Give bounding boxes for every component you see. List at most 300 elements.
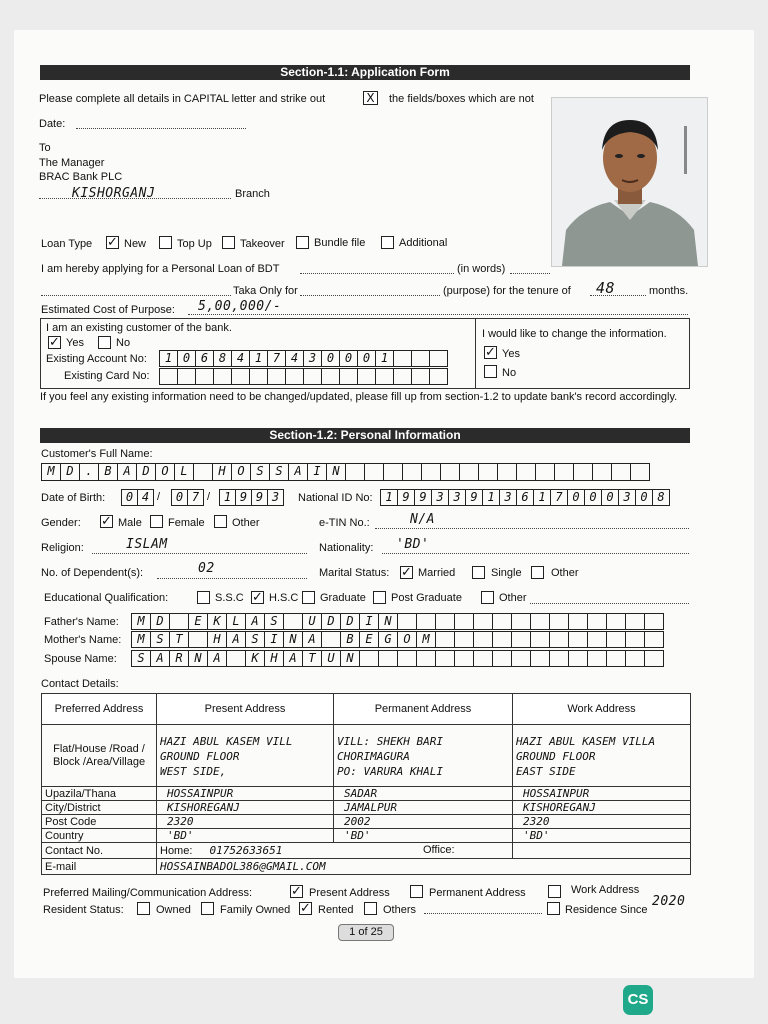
name-char-box[interactable]: I (307, 463, 327, 481)
loan-type-additional-label: Additional (399, 237, 448, 249)
father-char-box[interactable] (568, 613, 588, 630)
edu-ssc-checkbox[interactable] (197, 591, 210, 604)
name-char-box[interactable] (630, 463, 650, 481)
update-note: If you feel any existing information need to be changed/updated, please fill up from section-1.2 to update bank's record accordingly. (40, 391, 678, 403)
existing-account-boxes[interactable] (159, 350, 447, 367)
spouse-char-box[interactable]: S (131, 650, 151, 667)
present-country[interactable]: 'BD' (157, 829, 334, 843)
edu-postgrad-checkbox[interactable] (373, 591, 386, 604)
account-digit-box[interactable]: 1 (375, 350, 394, 367)
spouse-char-box[interactable] (397, 650, 417, 667)
father-char-box[interactable]: A (245, 613, 265, 630)
card-digit-box[interactable] (321, 368, 340, 385)
loan-type-takeover-label: Takeover (240, 238, 285, 250)
card-digit-box[interactable] (411, 368, 430, 385)
present-flat-line3: WEST SIDE, (160, 765, 227, 778)
mother-char-box[interactable]: S (245, 631, 265, 648)
father-char-box[interactable]: N (378, 613, 398, 630)
name-char-box[interactable]: A (117, 463, 137, 481)
loan-type-additional-checkbox[interactable] (381, 236, 394, 249)
marital-other-checkbox[interactable] (531, 566, 544, 579)
row-label: Upazila/Thana (42, 787, 157, 801)
full-name-boxes[interactable] (41, 463, 649, 481)
edu-other-field[interactable] (530, 603, 689, 604)
account-digit-box[interactable]: 0 (177, 350, 196, 367)
nid-digit-box[interactable]: 7 (550, 489, 568, 506)
portrait-image (552, 98, 707, 266)
mother-char-box[interactable] (492, 631, 512, 648)
mother-char-box[interactable]: I (264, 631, 284, 648)
mother-char-box[interactable] (644, 631, 664, 648)
mother-char-box[interactable]: B (340, 631, 360, 648)
permanent-upazila[interactable]: SADAR (334, 787, 513, 801)
work-flat-line1: HAZI ABUL KASEM VILLA (516, 735, 656, 748)
permanent-flat-cell[interactable] (334, 725, 513, 787)
name-char-box[interactable]: M (41, 463, 61, 481)
name-char-box[interactable]: D (136, 463, 156, 481)
name-char-box[interactable]: H (212, 463, 232, 481)
mother-char-box[interactable] (473, 631, 493, 648)
dob-digit-box[interactable]: 9 (235, 489, 252, 506)
mother-char-box[interactable] (188, 631, 208, 648)
card-digit-box[interactable] (249, 368, 268, 385)
spouse-char-box[interactable] (625, 650, 645, 667)
father-char-box[interactable] (606, 613, 626, 630)
father-char-box[interactable]: L (226, 613, 246, 630)
present-district[interactable]: KISHOREGANJ (157, 801, 334, 815)
present-flat-cell[interactable] (157, 725, 334, 787)
mother-char-box[interactable] (587, 631, 607, 648)
name-char-box[interactable] (364, 463, 384, 481)
name-char-box[interactable] (459, 463, 479, 481)
loan-type-label: Loan Type (41, 238, 93, 250)
loan-amount-field[interactable] (300, 273, 454, 274)
office-phone-cell[interactable] (513, 843, 691, 859)
edu-ssc-label: S.S.C (215, 592, 244, 604)
card-digit-box[interactable] (177, 368, 196, 385)
permanent-country[interactable]: 'BD' (334, 829, 513, 843)
father-name-boxes[interactable] (131, 613, 663, 630)
mother-char-box[interactable] (606, 631, 626, 648)
etin-field[interactable] (375, 528, 689, 529)
email-label: E-mail (42, 859, 157, 875)
resident-others-field[interactable] (424, 913, 542, 914)
present-postcode[interactable]: 2320 (157, 815, 334, 829)
spouse-char-box[interactable] (416, 650, 436, 667)
name-char-box[interactable]: O (231, 463, 251, 481)
mailing-present-checkbox[interactable] (290, 885, 303, 898)
name-char-box[interactable] (611, 463, 631, 481)
mailing-label: Preferred Mailing/Communication Address: (43, 887, 253, 899)
mother-char-box[interactable] (625, 631, 645, 648)
mother-char-box[interactable] (568, 631, 588, 648)
camscanner-logo: CS (623, 985, 653, 1015)
account-digit-box[interactable]: 1 (159, 350, 178, 367)
loan-type-bundle-checkbox[interactable] (296, 236, 309, 249)
card-digit-box[interactable] (357, 368, 376, 385)
nid-digit-box[interactable]: 1 (482, 489, 500, 506)
account-digit-box[interactable]: 1 (249, 350, 268, 367)
loan-type-new-checkbox[interactable] (106, 236, 119, 249)
mother-char-box[interactable]: A (302, 631, 322, 648)
account-digit-box[interactable]: 0 (321, 350, 340, 367)
spouse-char-box[interactable] (587, 650, 607, 667)
change-info-text: I would like to change the information. (482, 328, 667, 340)
mother-char-box[interactable]: M (416, 631, 436, 648)
name-char-box[interactable] (497, 463, 517, 481)
name-char-box[interactable]: L (174, 463, 194, 481)
loan-type-takeover-checkbox[interactable] (222, 236, 235, 249)
full-name-label: Customer's Full Name: (41, 448, 153, 460)
father-label: Father's Name: (44, 616, 119, 628)
father-char-box[interactable] (492, 613, 512, 630)
loan-type-topup-label: Top Up (177, 238, 212, 250)
mother-char-box[interactable]: T (169, 631, 189, 648)
mailing-work-checkbox[interactable] (548, 885, 561, 898)
spouse-name-boxes[interactable] (131, 650, 663, 667)
mother-char-box[interactable] (321, 631, 341, 648)
edu-other-label: Other (499, 592, 527, 604)
change-no-checkbox[interactable] (484, 365, 497, 378)
mailing-permanent-checkbox[interactable] (410, 885, 423, 898)
spouse-char-box[interactable]: N (188, 650, 208, 667)
instruction-text: Please complete all details in CAPITAL letter and strike out (39, 93, 326, 105)
name-char-box[interactable] (516, 463, 536, 481)
father-char-box[interactable] (530, 613, 550, 630)
gender-other-checkbox[interactable] (214, 515, 227, 528)
purpose-label: (purpose) for the tenure of (443, 285, 571, 297)
card-digit-box[interactable] (195, 368, 214, 385)
mother-char-box[interactable]: E (359, 631, 379, 648)
account-digit-box[interactable] (411, 350, 430, 367)
dependents-value: 02 (198, 561, 215, 576)
card-digit-box[interactable] (393, 368, 412, 385)
row-label: Post Code (42, 815, 157, 829)
dob-year-boxes[interactable] (219, 489, 283, 506)
existing-no-checkbox[interactable] (98, 336, 111, 349)
marital-single-checkbox[interactable] (472, 566, 485, 579)
to-text: To (39, 142, 51, 154)
name-char-box[interactable] (440, 463, 460, 481)
gender-label: Gender: (41, 517, 81, 529)
mother-char-box[interactable]: A (226, 631, 246, 648)
resident-others-checkbox[interactable] (364, 902, 377, 915)
permanent-district[interactable]: JAMALPUR (334, 801, 513, 815)
nid-digit-box[interactable]: 3 (618, 489, 636, 506)
existing-card-label: Existing Card No: (64, 370, 150, 382)
nid-digit-box[interactable]: 1 (533, 489, 551, 506)
name-char-box[interactable]: B (98, 463, 118, 481)
account-digit-box[interactable]: 8 (213, 350, 232, 367)
edu-graduate-checkbox[interactable] (302, 591, 315, 604)
mother-char-box[interactable]: O (397, 631, 417, 648)
header-work: Work Address (513, 694, 691, 725)
resident-rented-checkbox[interactable] (299, 902, 312, 915)
account-digit-box[interactable]: 0 (357, 350, 376, 367)
nid-digit-box[interactable]: 0 (635, 489, 653, 506)
dob-digit-box[interactable]: 0 (121, 489, 138, 506)
nationality-field[interactable] (382, 553, 689, 554)
mailing-work-label: Work Address (571, 884, 640, 896)
nid-digit-box[interactable]: 9 (465, 489, 483, 506)
name-char-box[interactable]: D (60, 463, 80, 481)
nid-digit-box[interactable]: 3 (431, 489, 449, 506)
father-char-box[interactable] (416, 613, 436, 630)
spouse-char-box[interactable] (473, 650, 493, 667)
father-char-box[interactable] (644, 613, 664, 630)
card-digit-box[interactable] (285, 368, 304, 385)
account-digit-box[interactable] (429, 350, 448, 367)
mother-char-box[interactable]: S (150, 631, 170, 648)
cost-label: Estimated Cost of Purpose: (41, 304, 175, 316)
spouse-char-box[interactable] (226, 650, 246, 667)
spouse-char-box[interactable]: K (245, 650, 265, 667)
card-digit-box[interactable] (375, 368, 394, 385)
card-digit-box[interactable] (339, 368, 358, 385)
existing-account-label: Existing Account No: (46, 353, 147, 365)
mother-char-box[interactable] (549, 631, 569, 648)
account-digit-box[interactable]: 4 (285, 350, 304, 367)
table-row (42, 801, 691, 815)
change-yes-checkbox[interactable] (484, 346, 497, 359)
residence-since-checkbox[interactable] (547, 902, 560, 915)
dob-digit-box[interactable]: 7 (187, 489, 204, 506)
amount-words-field[interactable] (510, 273, 550, 274)
mother-char-box[interactable]: M (131, 631, 151, 648)
father-char-box[interactable] (587, 613, 607, 630)
spouse-char-box[interactable]: A (207, 650, 227, 667)
tenure-value: 48 (596, 279, 616, 297)
resident-owned-checkbox[interactable] (137, 902, 150, 915)
nid-digit-box[interactable]: 6 (516, 489, 534, 506)
father-char-box[interactable]: D (340, 613, 360, 630)
father-char-box[interactable]: D (321, 613, 341, 630)
strike-example-box: X (363, 91, 378, 105)
present-upazila[interactable]: HOSSAINPUR (157, 787, 334, 801)
spouse-char-box[interactable]: A (283, 650, 303, 667)
loan-type-topup-checkbox[interactable] (159, 236, 172, 249)
spouse-char-box[interactable] (435, 650, 455, 667)
mother-char-box[interactable]: N (283, 631, 303, 648)
account-digit-box[interactable] (393, 350, 412, 367)
name-char-box[interactable] (193, 463, 213, 481)
name-char-box[interactable] (402, 463, 422, 481)
date-field[interactable] (76, 128, 246, 129)
account-digit-box[interactable]: 4 (231, 350, 250, 367)
work-postcode[interactable]: 2320 (513, 815, 691, 829)
nationality-label: Nationality: (319, 542, 374, 554)
edu-other-checkbox[interactable] (481, 591, 494, 604)
email-value: HOSSAINBADOL386@GMAIL.COM (160, 860, 326, 873)
nationality-value: 'BD' (396, 537, 430, 552)
name-char-box[interactable]: S (250, 463, 270, 481)
email-cell[interactable] (157, 859, 691, 875)
dob-digit-box[interactable]: 0 (171, 489, 188, 506)
father-char-box[interactable]: E (188, 613, 208, 630)
date-label: Date: (39, 118, 66, 130)
mother-char-box[interactable] (454, 631, 474, 648)
edu-label: Educational Qualification: (44, 592, 169, 604)
spouse-char-box[interactable] (549, 650, 569, 667)
nid-digit-box[interactable]: 1 (380, 489, 398, 506)
card-digit-box[interactable] (213, 368, 232, 385)
resident-owned-label: Owned (156, 904, 191, 916)
father-char-box[interactable]: U (302, 613, 322, 630)
work-upazila[interactable]: HOSSAINPUR (513, 787, 691, 801)
father-char-box[interactable]: I (359, 613, 379, 630)
father-char-box[interactable] (283, 613, 303, 630)
work-flat-cell[interactable] (513, 725, 691, 787)
religion-field[interactable] (92, 553, 307, 554)
father-char-box[interactable] (435, 613, 455, 630)
spouse-char-box[interactable] (378, 650, 398, 667)
name-char-box[interactable]: N (326, 463, 346, 481)
in-words-label: (in words) (457, 263, 506, 275)
spouse-char-box[interactable] (454, 650, 474, 667)
name-char-box[interactable] (535, 463, 555, 481)
spouse-char-box[interactable] (492, 650, 512, 667)
account-digit-box[interactable]: 3 (303, 350, 322, 367)
card-digit-box[interactable] (267, 368, 286, 385)
name-char-box[interactable] (554, 463, 574, 481)
card-digit-box[interactable] (303, 368, 322, 385)
present-flat-line1: HAZI ABUL KASEM VILL (160, 735, 293, 748)
spouse-char-box[interactable] (511, 650, 531, 667)
mother-char-box[interactable]: G (378, 631, 398, 648)
existing-yes-checkbox[interactable] (48, 336, 61, 349)
dob-separator-2: / (207, 491, 211, 503)
name-char-box[interactable] (478, 463, 498, 481)
spouse-char-box[interactable] (359, 650, 379, 667)
name-char-box[interactable]: S (269, 463, 289, 481)
cost-field[interactable] (188, 314, 688, 315)
account-digit-box[interactable]: 7 (267, 350, 286, 367)
name-char-box[interactable] (421, 463, 441, 481)
father-char-box[interactable] (473, 613, 493, 630)
dob-separator: / (157, 491, 161, 503)
name-char-box[interactable]: . (79, 463, 99, 481)
mother-char-box[interactable]: H (207, 631, 227, 648)
father-char-box[interactable]: D (150, 613, 170, 630)
gender-female-checkbox[interactable] (150, 515, 163, 528)
dob-digit-box[interactable]: 1 (219, 489, 236, 506)
card-digit-box[interactable] (231, 368, 250, 385)
etin-label: e-TIN No.: (319, 517, 370, 529)
mother-char-box[interactable] (511, 631, 531, 648)
spouse-char-box[interactable] (530, 650, 550, 667)
divider (475, 318, 476, 389)
marital-married-checkbox[interactable] (400, 566, 413, 579)
spouse-char-box[interactable]: U (321, 650, 341, 667)
spouse-char-box[interactable]: T (302, 650, 322, 667)
father-char-box[interactable] (511, 613, 531, 630)
account-digit-box[interactable]: 0 (339, 350, 358, 367)
name-char-box[interactable]: A (288, 463, 308, 481)
flat-label: Flat/House /Road / Block /Area/Village (42, 725, 157, 787)
resident-family-checkbox[interactable] (201, 902, 214, 915)
nid-digit-box[interactable]: 8 (652, 489, 670, 506)
resident-family-label: Family Owned (220, 904, 291, 916)
card-digit-box[interactable] (159, 368, 178, 385)
branch-label: Branch (235, 188, 270, 200)
father-char-box[interactable] (625, 613, 645, 630)
gender-male-checkbox[interactable] (100, 515, 113, 528)
name-char-box[interactable] (345, 463, 365, 481)
mother-label: Mother's Name: (44, 634, 122, 646)
nid-boxes[interactable] (380, 489, 669, 506)
dob-digit-box[interactable]: 4 (137, 489, 154, 506)
name-char-box[interactable] (383, 463, 403, 481)
father-char-box[interactable] (454, 613, 474, 630)
mother-name-boxes[interactable] (131, 631, 663, 648)
contact-details-label: Contact Details: (41, 678, 119, 690)
phone-value: 01752633651 (209, 844, 283, 857)
spouse-char-box[interactable] (568, 650, 588, 667)
edu-hsc-label: H.S.C (269, 592, 299, 604)
home-phone-cell[interactable] (157, 843, 513, 859)
nid-digit-box[interactable]: 3 (499, 489, 517, 506)
spouse-char-box[interactable]: A (150, 650, 170, 667)
name-char-box[interactable]: O (155, 463, 175, 481)
card-digit-box[interactable] (429, 368, 448, 385)
dob-day-boxes[interactable] (121, 489, 153, 506)
father-char-box[interactable] (397, 613, 417, 630)
nid-digit-box[interactable]: 0 (567, 489, 585, 506)
father-char-box[interactable] (549, 613, 569, 630)
edu-graduate-label: Graduate (320, 592, 366, 604)
gender-female-label: Female (168, 517, 205, 529)
father-char-box[interactable] (169, 613, 189, 630)
name-char-box[interactable] (573, 463, 593, 481)
work-country[interactable]: 'BD' (513, 829, 691, 843)
mother-char-box[interactable] (435, 631, 455, 648)
edu-hsc-checkbox[interactable] (251, 591, 264, 604)
dob-month-boxes[interactable] (171, 489, 203, 506)
section-1-1-title: Section-1.1: Application Form (40, 65, 690, 80)
father-char-box[interactable]: K (207, 613, 227, 630)
dependents-field[interactable] (157, 578, 307, 579)
spouse-label: Spouse Name: (44, 653, 117, 665)
nid-digit-box[interactable]: 0 (584, 489, 602, 506)
spouse-char-box[interactable] (644, 650, 664, 667)
spouse-char-box[interactable]: N (340, 650, 360, 667)
page-indicator: 1 of 25 (338, 924, 394, 941)
branch-value: KISHORGANJ (72, 186, 156, 201)
row-label: Country (42, 829, 157, 843)
applying-text: I am hereby applying for a Personal Loan of BDT (41, 263, 280, 275)
spouse-char-box[interactable] (606, 650, 626, 667)
spouse-char-box[interactable]: H (264, 650, 284, 667)
existing-card-boxes[interactable] (159, 368, 447, 385)
permanent-postcode[interactable]: 2002 (334, 815, 513, 829)
nid-digit-box[interactable]: 9 (414, 489, 432, 506)
mother-char-box[interactable] (530, 631, 550, 648)
etin-value: N/A (410, 512, 435, 527)
purpose-field[interactable] (300, 295, 440, 296)
account-digit-box[interactable]: 6 (195, 350, 214, 367)
spouse-char-box[interactable]: R (169, 650, 189, 667)
work-district[interactable]: KISHOREGANJ (513, 801, 691, 815)
dob-digit-box[interactable]: 9 (251, 489, 268, 506)
nid-digit-box[interactable]: 9 (397, 489, 415, 506)
amount-words-field-2[interactable] (41, 295, 231, 296)
father-char-box[interactable]: S (264, 613, 284, 630)
dob-digit-box[interactable]: 3 (267, 489, 284, 506)
nid-digit-box[interactable]: 0 (601, 489, 619, 506)
father-char-box[interactable]: M (131, 613, 151, 630)
nid-digit-box[interactable]: 3 (448, 489, 466, 506)
name-char-box[interactable] (592, 463, 612, 481)
